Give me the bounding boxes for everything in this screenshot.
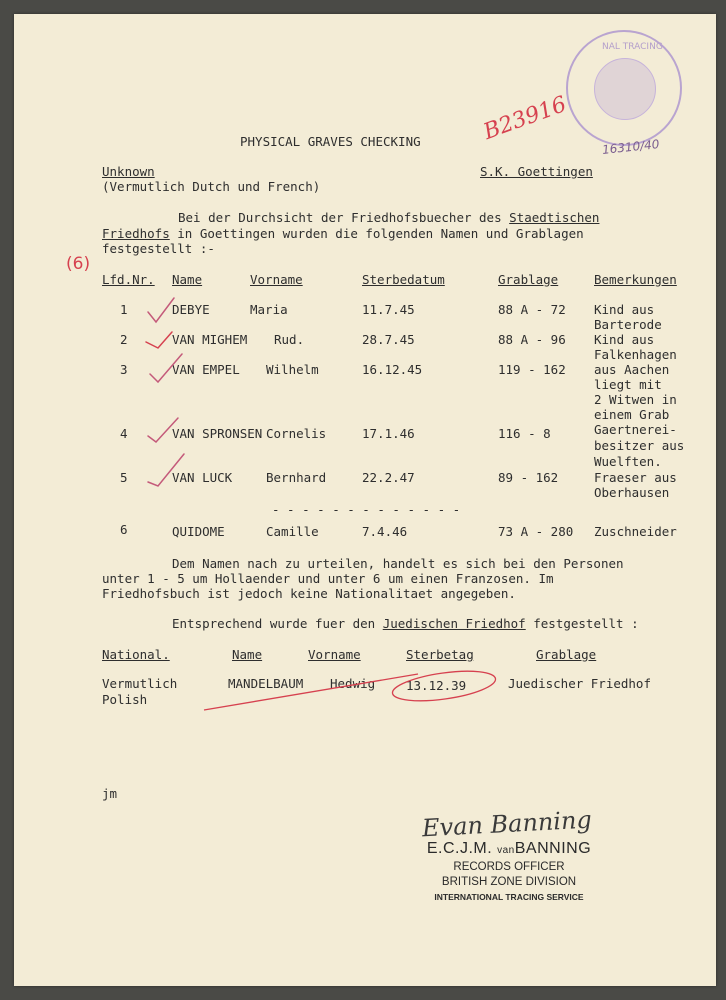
page-title: PHYSICAL GRAVES CHECKING (240, 134, 421, 149)
intro-line-3: festgestellt :- (102, 241, 215, 256)
row-5-vorname: Bernhard (266, 470, 327, 485)
document-page (14, 14, 716, 986)
header-nationality: (Vermutlich Dutch und French) (102, 179, 321, 194)
checkmark-row-2 (146, 332, 172, 348)
row-6-grablage: 73 A - 280 (498, 524, 574, 539)
row-1-name: DEBYE (172, 302, 210, 317)
intro-line-1: Bei der Durchsicht der Friedhofsbuecher des Staedtischen (178, 210, 600, 225)
row-3-vorname: Wilhelm (266, 362, 319, 377)
row-4-bem-2: besitzer aus (594, 438, 685, 453)
row2-datum: 13.12.39 (406, 678, 467, 693)
col-lfd-nr: Lfd.Nr. (102, 272, 155, 287)
row-5-datum: 22.2.47 (362, 470, 415, 485)
row-1-bem-1: Kind aus (594, 302, 655, 317)
row2-vorname: Hedwig (330, 676, 376, 691)
row-5-grablage: 89 - 162 (498, 470, 559, 485)
row-3-datum: 16.12.45 (362, 362, 423, 377)
col-name: Name (172, 272, 203, 287)
header-unknown: Unknown (102, 164, 155, 179)
row-3-bem-4: einem Grab (594, 407, 670, 422)
row-2-grablage: 88 A - 96 (498, 332, 566, 347)
para3-line: Entsprechend wurde fuer den Juedischen Friedhof festgestellt : (172, 616, 639, 631)
row-5-nr: 5 (120, 470, 128, 485)
row-6-vorname: Camille (266, 524, 319, 539)
col2-national: National. (102, 647, 170, 662)
row-2-bem-1: Kind aus (594, 332, 655, 347)
checkmark-row-3 (150, 354, 182, 382)
row-3-name: VAN EMPEL (172, 362, 240, 377)
row-2-name: VAN MIGHEM (172, 332, 248, 347)
checkmark-row-5 (148, 454, 184, 486)
handwritten-marks (14, 14, 716, 986)
col-sterbedatum: Sterbedatum (362, 272, 445, 287)
row-4-vorname: Cornelis (266, 426, 327, 441)
row-5-bem-2: Oberhausen (594, 485, 670, 500)
officer-division: BRITISH ZONE DIVISION (441, 876, 577, 888)
row-3-nr: 3 (120, 362, 128, 377)
typist-initials: jm (102, 786, 118, 801)
col2-grablage: Grablage (536, 647, 597, 662)
col2-name: Name (232, 647, 263, 662)
col2-vorname: Vorname (308, 647, 361, 662)
row-6-nr: 6 (120, 522, 128, 537)
margin-note: (6) (66, 254, 91, 274)
header-location: S.K. Goettingen (480, 164, 593, 179)
row-3-grablage: 119 - 162 (498, 362, 566, 377)
row-1-nr: 1 (120, 302, 128, 317)
stamp-text: NAL TRACING (602, 42, 663, 52)
row-5-bem-1: Fraeser aus (594, 470, 677, 485)
col2-sterbetag: Sterbetag (406, 647, 474, 662)
col-vorname: Vorname (250, 272, 303, 287)
table-separator: - - - - - - - - - - - - - (272, 502, 461, 517)
checkmark-row-1 (148, 298, 174, 322)
row-3-bem-3: 2 Witwen in (594, 392, 677, 407)
row-4-bem-1: Gaertnerei- (594, 422, 677, 437)
row-4-datum: 17.1.46 (362, 426, 415, 441)
row-1-bem-2: Barterode (594, 317, 662, 332)
row-1-datum: 11.7.45 (362, 302, 415, 317)
col-bemerkungen: Bemerkungen (594, 272, 677, 287)
intro-line-2: Friedhofs in Goettingen wurden die folgenden Namen und Grablagen (102, 226, 584, 241)
strike-line (204, 674, 418, 710)
para2-line-1: Dem Namen nach zu urteilen, handelt es sich bei den Personen (172, 556, 624, 571)
row-3-bem-2: liegt mit (594, 377, 662, 392)
row-2-nr: 2 (120, 332, 128, 347)
row-1-vorname: Maria (250, 302, 288, 317)
row-4-bem-3: Wuelften. (594, 454, 662, 469)
handwritten-code: B23916 (480, 92, 570, 145)
row-6-name: QUIDOME (172, 524, 225, 539)
checkmark-row-4 (148, 418, 178, 442)
row2-national-1: Vermutlich (102, 676, 178, 691)
row2-grablage: Juedischer Friedhof (508, 676, 651, 691)
para2-line-3: Friedhofsbuch ist jedoch keine Nationalitaet angegeben. (102, 586, 516, 601)
stamp-number: 16310/40 (601, 137, 661, 157)
date-circle (391, 666, 498, 706)
officer-role: RECORDS OFFICER (453, 861, 565, 873)
row2-name: MANDELBAUM (228, 676, 304, 691)
row-4-name: VAN SPRONSEN (172, 426, 263, 441)
row-1-grablage: 88 A - 72 (498, 302, 566, 317)
row-2-datum: 28.7.45 (362, 332, 415, 347)
col-grablage: Grablage (498, 272, 559, 287)
row-4-grablage: 116 - 8 (498, 426, 551, 441)
handwritten-signature: Evan Banning (421, 805, 593, 843)
para2-line-2: unter 1 - 5 um Hollaender und unter 6 um einen Franzosen. Im (102, 571, 554, 586)
row-4-nr: 4 (120, 426, 128, 441)
row-6-datum: 7.4.46 (362, 524, 408, 539)
row-3-bem-1: aus Aachen (594, 362, 670, 377)
row-5-name: VAN LUCK (172, 470, 233, 485)
row-6-bem-1: Zuschneider (594, 524, 677, 539)
row-2-vorname: Rud. (274, 332, 305, 347)
row-2-bem-2: Falkenhagen (594, 347, 677, 362)
officer-name: E.C.J.M. vanBANNING (426, 840, 592, 857)
row2-national-2: Polish (102, 692, 148, 707)
officer-org: INTERNATIONAL TRACING SERVICE (434, 892, 584, 902)
